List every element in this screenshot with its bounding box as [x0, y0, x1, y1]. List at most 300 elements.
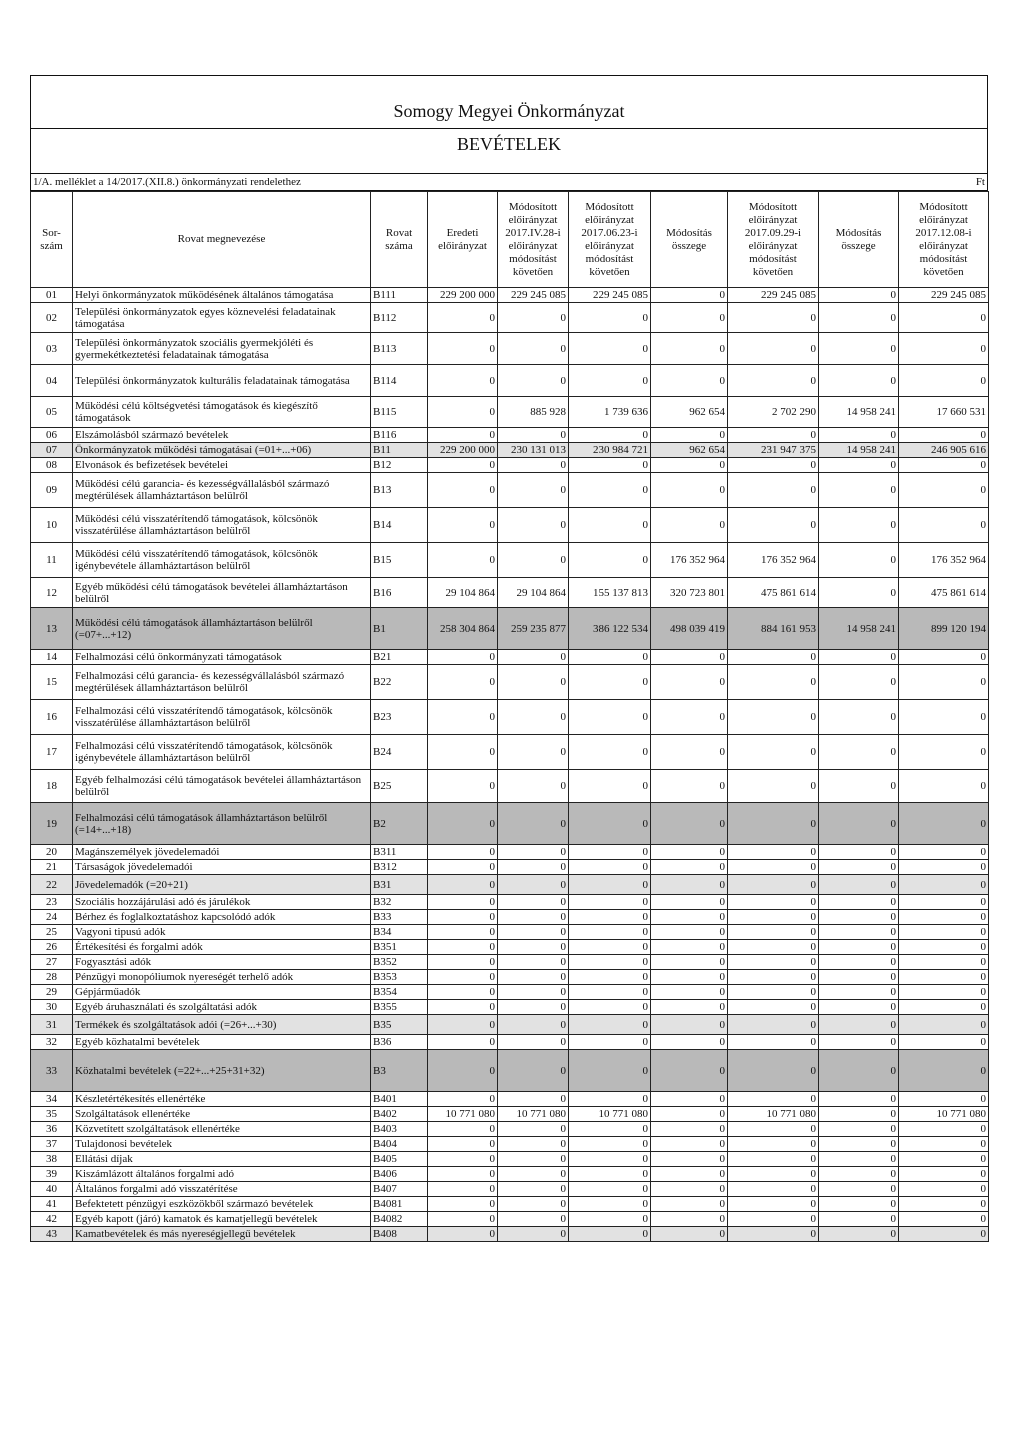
- value-mod3: 0: [728, 1122, 819, 1137]
- value-mod2: 0: [569, 665, 651, 700]
- value-original: 229 200 000: [428, 443, 498, 458]
- row-number: 39: [31, 1167, 73, 1182]
- value-mod1: 0: [498, 940, 569, 955]
- value-original: 0: [428, 1050, 498, 1092]
- value-original: 0: [428, 910, 498, 925]
- value-mod3: 0: [728, 333, 819, 365]
- value-mod2: 0: [569, 875, 651, 895]
- row-code: B351: [371, 940, 428, 955]
- value-mod2: 0: [569, 1050, 651, 1092]
- value-mod1: 0: [498, 543, 569, 578]
- value-change2: 0: [819, 1182, 899, 1197]
- row-name: Felhalmozási célú garancia- és kezességvállalásból származó megtérülések államháztartáson belülről: [73, 665, 371, 700]
- table-row: [31, 770, 989, 803]
- row-code: B31: [371, 875, 428, 895]
- row-code: B311: [371, 845, 428, 860]
- value-change1: 0: [651, 1137, 728, 1152]
- value-change1: 0: [651, 955, 728, 970]
- row-name: Felhalmozási célú támogatások államháztartáson belülről (=14+...+18): [73, 803, 371, 845]
- value-mod3: 0: [728, 1000, 819, 1015]
- row-name: Kiszámlázott általános forgalmi adó: [73, 1167, 371, 1182]
- row-code: B25: [371, 770, 428, 803]
- table-row: [31, 970, 989, 985]
- value-original: 0: [428, 1182, 498, 1197]
- value-mod2: 0: [569, 845, 651, 860]
- row-code: B355: [371, 1000, 428, 1015]
- value-mod4: 229 245 085: [899, 288, 989, 303]
- value-original: 0: [428, 397, 498, 428]
- value-mod4: 0: [899, 1035, 989, 1050]
- value-mod1: 0: [498, 1035, 569, 1050]
- col-header-mod1: Módosított előirányzat 2017.IV.28-i előirányzat módosítást követően: [498, 192, 569, 288]
- row-code: B33: [371, 910, 428, 925]
- row-name: Szociális hozzájárulási adó és járulékok: [73, 895, 371, 910]
- value-mod1: 0: [498, 1197, 569, 1212]
- col-header-mod3: Módosított előirányzat 2017.09.29-i előirányzat módosítást követően: [728, 192, 819, 288]
- col-header-change1: Módosítás összege: [651, 192, 728, 288]
- row-name: Felhalmozási célú visszatérítendő támogatások, kölcsönök igénybevétele államháztartáson belülről: [73, 735, 371, 770]
- value-mod3: 0: [728, 1182, 819, 1197]
- value-mod1: 0: [498, 700, 569, 735]
- value-change2: 0: [819, 288, 899, 303]
- value-mod3: 0: [728, 665, 819, 700]
- row-number: 40: [31, 1182, 73, 1197]
- value-mod2: 0: [569, 365, 651, 397]
- value-mod2: 0: [569, 1167, 651, 1182]
- value-mod4: 0: [899, 650, 989, 665]
- table-row: [31, 1050, 989, 1092]
- value-mod2: 1 739 636: [569, 397, 651, 428]
- row-code: B21: [371, 650, 428, 665]
- value-change2: 0: [819, 665, 899, 700]
- value-change1: 0: [651, 1197, 728, 1212]
- value-mod4: 0: [899, 895, 989, 910]
- value-mod1: 0: [498, 735, 569, 770]
- value-mod3: 0: [728, 845, 819, 860]
- value-mod2: 0: [569, 985, 651, 1000]
- row-number: 32: [31, 1035, 73, 1050]
- value-mod2: 0: [569, 1212, 651, 1227]
- value-mod2: 0: [569, 473, 651, 508]
- table-row: [31, 365, 989, 397]
- value-mod4: 0: [899, 845, 989, 860]
- value-original: 0: [428, 473, 498, 508]
- value-change2: 0: [819, 970, 899, 985]
- value-mod1: 0: [498, 473, 569, 508]
- value-mod2: 0: [569, 543, 651, 578]
- value-change2: 0: [819, 428, 899, 443]
- row-code: B24: [371, 735, 428, 770]
- value-mod2: 0: [569, 333, 651, 365]
- value-mod4: 0: [899, 365, 989, 397]
- value-original: 0: [428, 700, 498, 735]
- table-row: [31, 1227, 989, 1242]
- value-mod1: 0: [498, 803, 569, 845]
- row-number: 25: [31, 925, 73, 940]
- value-mod3: 0: [728, 770, 819, 803]
- value-original: 0: [428, 650, 498, 665]
- value-change1: 0: [651, 650, 728, 665]
- row-name: Elszámolásból származó bevételek: [73, 428, 371, 443]
- value-change1: 0: [651, 735, 728, 770]
- value-original: 0: [428, 1137, 498, 1152]
- row-code: B352: [371, 955, 428, 970]
- value-mod2: 0: [569, 860, 651, 875]
- value-change2: 0: [819, 650, 899, 665]
- row-number: 04: [31, 365, 73, 397]
- table-row: [31, 985, 989, 1000]
- row-name: Általános forgalmi adó visszatérítése: [73, 1182, 371, 1197]
- table-row: [31, 700, 989, 735]
- value-mod2: 0: [569, 508, 651, 543]
- row-name: Magánszemélyek jövedelemadói: [73, 845, 371, 860]
- row-name: Helyi önkormányzatok működésének általános támogatása: [73, 288, 371, 303]
- value-mod3: 0: [728, 940, 819, 955]
- table-row: [31, 1000, 989, 1015]
- value-mod1: 0: [498, 925, 569, 940]
- document-page: [30, 75, 988, 1242]
- value-original: 0: [428, 1197, 498, 1212]
- table-row: [31, 428, 989, 443]
- row-name: Elvonások és befizetések bevételei: [73, 458, 371, 473]
- value-mod1: 0: [498, 1167, 569, 1182]
- value-mod3: 0: [728, 650, 819, 665]
- row-name: Települési önkormányzatok szociális gyermekjóléti és gyermekétkeztetési feladatainak támogatása: [73, 333, 371, 365]
- value-original: 0: [428, 428, 498, 443]
- value-original: 0: [428, 508, 498, 543]
- row-code: B405: [371, 1152, 428, 1167]
- value-original: 0: [428, 665, 498, 700]
- value-mod3: 0: [728, 875, 819, 895]
- value-mod4: 0: [899, 428, 989, 443]
- value-mod2: 0: [569, 1122, 651, 1137]
- row-number: 28: [31, 970, 73, 985]
- row-number: 21: [31, 860, 73, 875]
- value-change2: 0: [819, 1197, 899, 1212]
- value-mod3: 884 161 953: [728, 608, 819, 650]
- row-code: B403: [371, 1122, 428, 1137]
- table-row: [31, 333, 989, 365]
- value-mod3: 0: [728, 428, 819, 443]
- value-mod4: 0: [899, 860, 989, 875]
- value-mod2: 0: [569, 803, 651, 845]
- value-change2: 0: [819, 578, 899, 608]
- row-number: 08: [31, 458, 73, 473]
- value-mod1: 0: [498, 1152, 569, 1167]
- value-original: 0: [428, 1000, 498, 1015]
- table-row: [31, 860, 989, 875]
- value-change2: 0: [819, 770, 899, 803]
- table-row: [31, 910, 989, 925]
- value-mod3: 0: [728, 860, 819, 875]
- row-code: B354: [371, 985, 428, 1000]
- value-mod4: 0: [899, 955, 989, 970]
- value-mod1: 229 245 085: [498, 288, 569, 303]
- value-change1: 0: [651, 473, 728, 508]
- value-mod1: 0: [498, 955, 569, 970]
- value-mod3: 0: [728, 985, 819, 1000]
- value-original: 0: [428, 845, 498, 860]
- row-code: B4081: [371, 1197, 428, 1212]
- value-original: 0: [428, 303, 498, 333]
- row-name: Értékesítési és forgalmi adók: [73, 940, 371, 955]
- value-mod2: 0: [569, 1035, 651, 1050]
- row-number: 22: [31, 875, 73, 895]
- value-change1: 0: [651, 875, 728, 895]
- row-number: 30: [31, 1000, 73, 1015]
- value-change1: 0: [651, 770, 728, 803]
- value-mod4: 0: [899, 1182, 989, 1197]
- value-original: 0: [428, 365, 498, 397]
- value-change1: 320 723 801: [651, 578, 728, 608]
- row-number: 12: [31, 578, 73, 608]
- row-code: B2: [371, 803, 428, 845]
- value-original: 0: [428, 955, 498, 970]
- table-row: [31, 803, 989, 845]
- value-mod2: 0: [569, 303, 651, 333]
- value-change2: 0: [819, 1000, 899, 1015]
- value-mod2: 0: [569, 910, 651, 925]
- value-original: 0: [428, 925, 498, 940]
- table-row: [31, 1182, 989, 1197]
- value-original: 0: [428, 803, 498, 845]
- value-mod3: 0: [728, 1092, 819, 1107]
- row-name: Működési célú garancia- és kezességvállalásból származó megtérülések államháztartáson belülről: [73, 473, 371, 508]
- value-mod3: 176 352 964: [728, 543, 819, 578]
- value-change2: 0: [819, 365, 899, 397]
- value-mod1: 0: [498, 1050, 569, 1092]
- value-change2: 0: [819, 303, 899, 333]
- value-mod3: 0: [728, 473, 819, 508]
- value-change2: 0: [819, 895, 899, 910]
- value-mod2: 0: [569, 1015, 651, 1035]
- value-change1: 0: [651, 428, 728, 443]
- row-name: Működési célú visszatérítendő támogatások, kölcsönök igénybevétele államháztartáson belülről: [73, 543, 371, 578]
- value-mod3: 0: [728, 365, 819, 397]
- value-mod3: 0: [728, 955, 819, 970]
- row-code: B312: [371, 860, 428, 875]
- row-number: 37: [31, 1137, 73, 1152]
- table-row: [31, 1107, 989, 1122]
- value-original: 0: [428, 543, 498, 578]
- value-original: 0: [428, 770, 498, 803]
- table-row: [31, 650, 989, 665]
- value-mod2: 230 984 721: [569, 443, 651, 458]
- row-number: 14: [31, 650, 73, 665]
- value-change1: 0: [651, 1050, 728, 1092]
- row-number: 38: [31, 1152, 73, 1167]
- row-code: B113: [371, 333, 428, 365]
- value-mod1: 0: [498, 458, 569, 473]
- value-mod2: 0: [569, 1182, 651, 1197]
- table-row: [31, 508, 989, 543]
- value-mod3: 10 771 080: [728, 1107, 819, 1122]
- row-code: B401: [371, 1092, 428, 1107]
- row-number: 42: [31, 1212, 73, 1227]
- value-mod1: 0: [498, 895, 569, 910]
- value-mod1: 0: [498, 970, 569, 985]
- table-row: [31, 1152, 989, 1167]
- value-mod4: 0: [899, 803, 989, 845]
- value-mod4: 176 352 964: [899, 543, 989, 578]
- row-number: 03: [31, 333, 73, 365]
- revenue-table: [30, 191, 989, 1242]
- value-mod2: 0: [569, 1197, 651, 1212]
- value-original: 0: [428, 1122, 498, 1137]
- value-change1: 498 039 419: [651, 608, 728, 650]
- table-row: [31, 1092, 989, 1107]
- value-mod2: 0: [569, 770, 651, 803]
- value-mod4: 899 120 194: [899, 608, 989, 650]
- table-row: [31, 1015, 989, 1035]
- value-mod1: 0: [498, 1015, 569, 1035]
- value-change2: 0: [819, 1035, 899, 1050]
- value-change2: 0: [819, 1092, 899, 1107]
- col-header-sorszam: Sor-szám: [31, 192, 73, 288]
- value-change2: 0: [819, 910, 899, 925]
- row-name: Gépjárműadók: [73, 985, 371, 1000]
- value-mod2: 0: [569, 458, 651, 473]
- table-row: [31, 940, 989, 955]
- value-change1: 0: [651, 910, 728, 925]
- row-name: Működési célú visszatérítendő támogatások, kölcsönök visszatérülése államháztartáson belülről: [73, 508, 371, 543]
- value-change2: 0: [819, 473, 899, 508]
- row-name: Fogyasztási adók: [73, 955, 371, 970]
- value-mod1: 0: [498, 1227, 569, 1242]
- value-mod3: 0: [728, 1152, 819, 1167]
- row-number: 35: [31, 1107, 73, 1122]
- value-change1: 0: [651, 1092, 728, 1107]
- value-mod2: 386 122 534: [569, 608, 651, 650]
- row-number: 19: [31, 803, 73, 845]
- row-number: 36: [31, 1122, 73, 1137]
- row-name: Bérhez és foglalkoztatáshoz kapcsolódó adók: [73, 910, 371, 925]
- value-original: 0: [428, 458, 498, 473]
- value-mod4: 0: [899, 940, 989, 955]
- value-mod4: 0: [899, 970, 989, 985]
- row-name: Működési célú támogatások államháztartáson belülről (=07+...+12): [73, 608, 371, 650]
- document-header: [30, 75, 988, 191]
- row-name: Pénzügyi monopóliumok nyereségét terhelő adók: [73, 970, 371, 985]
- value-mod1: 259 235 877: [498, 608, 569, 650]
- value-mod1: 0: [498, 1092, 569, 1107]
- value-original: 0: [428, 333, 498, 365]
- value-original: 10 771 080: [428, 1107, 498, 1122]
- value-change1: 0: [651, 1152, 728, 1167]
- row-name: Felhalmozási célú visszatérítendő támogatások, kölcsönök visszatérülése államháztartáson belülről: [73, 700, 371, 735]
- value-mod2: 0: [569, 940, 651, 955]
- row-name: Települési önkormányzatok egyes köznevelési feladatainak támogatása: [73, 303, 371, 333]
- value-mod2: 0: [569, 1227, 651, 1242]
- table-row: [31, 1137, 989, 1152]
- value-change1: 0: [651, 665, 728, 700]
- col-header-mod4: Módosított előirányzat 2017.12.08-i előirányzat módosítást követően: [899, 192, 989, 288]
- value-mod4: 0: [899, 1197, 989, 1212]
- table-row: [31, 1197, 989, 1212]
- value-mod1: 0: [498, 365, 569, 397]
- value-mod3: 2 702 290: [728, 397, 819, 428]
- row-number: 07: [31, 443, 73, 458]
- table-row: [31, 895, 989, 910]
- row-number: 09: [31, 473, 73, 508]
- value-mod4: 0: [899, 333, 989, 365]
- value-mod4: 0: [899, 925, 989, 940]
- value-mod3: 0: [728, 1050, 819, 1092]
- value-mod4: 0: [899, 1092, 989, 1107]
- value-change1: 962 654: [651, 397, 728, 428]
- value-change1: 0: [651, 1182, 728, 1197]
- value-mod4: 0: [899, 1227, 989, 1242]
- value-change2: 0: [819, 735, 899, 770]
- value-change1: 0: [651, 1167, 728, 1182]
- row-code: B111: [371, 288, 428, 303]
- value-mod4: 0: [899, 910, 989, 925]
- value-mod3: 229 245 085: [728, 288, 819, 303]
- value-mod2: 0: [569, 955, 651, 970]
- value-change2: 0: [819, 508, 899, 543]
- value-mod1: 29 104 864: [498, 578, 569, 608]
- value-mod1: 0: [498, 1122, 569, 1137]
- value-mod2: 229 245 085: [569, 288, 651, 303]
- value-change1: 0: [651, 508, 728, 543]
- value-original: 0: [428, 1092, 498, 1107]
- table-row: [31, 1167, 989, 1182]
- organization-title: Somogy Megyei Önkormányzat: [31, 76, 987, 129]
- value-mod1: 0: [498, 333, 569, 365]
- row-name: Ellátási díjak: [73, 1152, 371, 1167]
- value-mod3: 0: [728, 700, 819, 735]
- value-mod2: 0: [569, 735, 651, 770]
- value-mod2: 0: [569, 925, 651, 940]
- value-change1: 0: [651, 895, 728, 910]
- value-mod4: 0: [899, 1050, 989, 1092]
- value-mod4: 0: [899, 875, 989, 895]
- annex-reference: 1/A. melléklet a 14/2017.(XII.8.) önkormányzati rendelethez: [33, 176, 301, 188]
- row-name: Befektetett pénzügyi eszközökből származó bevételek: [73, 1197, 371, 1212]
- value-mod1: 0: [498, 1182, 569, 1197]
- row-name: Egyéb közhatalmi bevételek: [73, 1035, 371, 1050]
- value-change2: 0: [819, 955, 899, 970]
- value-mod4: 0: [899, 473, 989, 508]
- row-name: Települési önkormányzatok kulturális feladatainak támogatása: [73, 365, 371, 397]
- value-change2: 0: [819, 543, 899, 578]
- row-code: B115: [371, 397, 428, 428]
- row-number: 06: [31, 428, 73, 443]
- value-mod1: 230 131 013: [498, 443, 569, 458]
- row-code: B34: [371, 925, 428, 940]
- value-original: 0: [428, 1015, 498, 1035]
- value-mod3: 0: [728, 970, 819, 985]
- row-code: B14: [371, 508, 428, 543]
- value-change1: 0: [651, 333, 728, 365]
- row-code: B22: [371, 665, 428, 700]
- row-code: B116: [371, 428, 428, 443]
- row-number: 16: [31, 700, 73, 735]
- value-change1: 0: [651, 940, 728, 955]
- value-mod1: 0: [498, 1212, 569, 1227]
- value-mod2: 0: [569, 970, 651, 985]
- row-code: B16: [371, 578, 428, 608]
- table-row: [31, 303, 989, 333]
- value-mod4: 0: [899, 735, 989, 770]
- row-name: Készletértékesítés ellenértéke: [73, 1092, 371, 1107]
- value-mod3: 0: [728, 1227, 819, 1242]
- value-mod3: 0: [728, 1212, 819, 1227]
- row-code: B408: [371, 1227, 428, 1242]
- row-code: B36: [371, 1035, 428, 1050]
- table-row: [31, 925, 989, 940]
- row-code: B406: [371, 1167, 428, 1182]
